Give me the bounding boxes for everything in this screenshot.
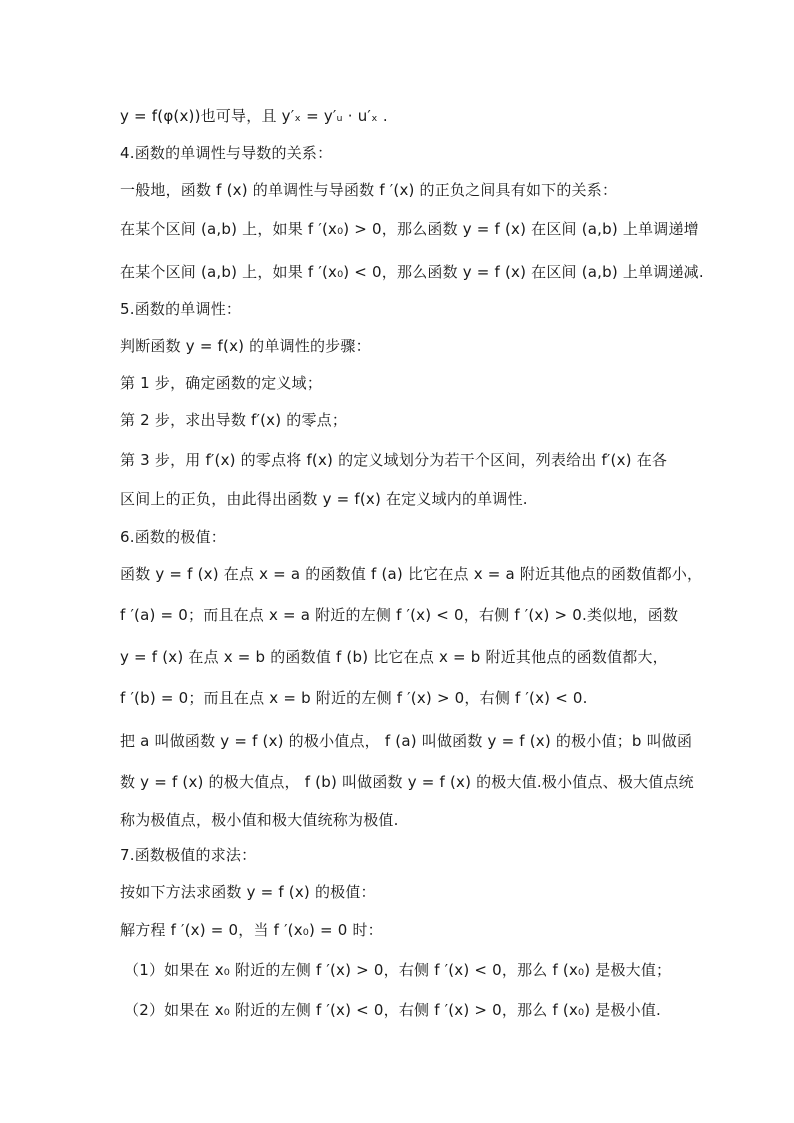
- heading-4-monotonicity-derivative: 4.函数的单调性与导数的关系：: [120, 144, 333, 162]
- heading-7-extrema-method: 7.函数极值的求法：: [120, 846, 257, 864]
- text-line: f ′(a) = 0；而且在点 x = a 附近的左侧 f ′(x) < 0，右侧 f ′(x) > 0.类似地，函数: [120, 606, 679, 624]
- text-line-chain-rule: y = f(φ(x))也可导，且 y′ₓ = y′ᵤ · u′ₓ .: [120, 107, 388, 125]
- text-line-step-1: 第 1 步，确定函数的定义域；: [120, 374, 323, 392]
- heading-6-extrema: 6.函数的极值：: [120, 528, 226, 546]
- text-line: 函数 y = f (x) 在点 x = a 的函数值 f (a) 比它在点 x = a 附近其他点的函数值都小，: [120, 565, 703, 583]
- text-line: 按如下方法求函数 y = f (x) 的极值：: [120, 883, 376, 901]
- text-line: y = f (x) 在点 x = b 的函数值 f (b) 比它在点 x = b 附近其他点的函数值都大，: [120, 648, 668, 666]
- list-item-1: （1）如果在 x₀ 附近的左侧 f ′(x) > 0，右侧 f ′(x) < 0，那么 f (x₀) 是极大值；: [124, 961, 672, 979]
- text-line: 区间上的正负，由此得出函数 y = f(x) 在定义域内的单调性.: [120, 490, 528, 508]
- text-line: 解方程 f ′(x) = 0，当 f ′(x₀) = 0 时：: [120, 921, 383, 939]
- text-line: 称为极值点，极小值和极大值统称为极值.: [120, 811, 399, 829]
- text-line: 判断函数 y = f(x) 的单调性的步骤：: [120, 337, 371, 355]
- text-line-step-2: 第 2 步，求出导数 f′(x) 的零点；: [120, 411, 348, 429]
- list-item-2: （2）如果在 x₀ 附近的左侧 f ′(x) < 0，右侧 f ′(x) > 0，那么 f (x₀) 是极小值.: [124, 1001, 662, 1019]
- text-line: 数 y = f (x) 的极大值点， f (b) 叫做函数 y = f (x) 的极大值.极小值点、极大值点统: [120, 773, 694, 791]
- text-line-step-3: 第 3 步，用 f′(x) 的零点将 f(x) 的定义域划分为若干个区间，列表给出 f′(x) 在各: [120, 451, 668, 469]
- text-line: 在某个区间 (a,b) 上，如果 f ′(x₀) > 0，那么函数 y = f (x) 在区间 (a,b) 上单调递增: [120, 220, 699, 238]
- heading-5-monotonicity: 5.函数的单调性：: [120, 300, 242, 318]
- text-line: 在某个区间 (a,b) 上，如果 f ′(x₀) < 0，那么函数 y = f (x) 在区间 (a,b) 上单调递减.: [120, 263, 704, 281]
- text-line: 一般地，函数 f (x) 的单调性与导函数 f ′(x) 的正负之间具有如下的关系：: [120, 181, 618, 199]
- text-line: 把 a 叫做函数 y = f (x) 的极小值点， f (a) 叫做函数 y = f (x) 的极小值；b 叫做函: [120, 732, 693, 750]
- text-line: f ′(b) = 0；而且在点 x = b 附近的左侧 f ′(x) > 0，右侧 f ′(x) < 0.: [120, 689, 588, 707]
